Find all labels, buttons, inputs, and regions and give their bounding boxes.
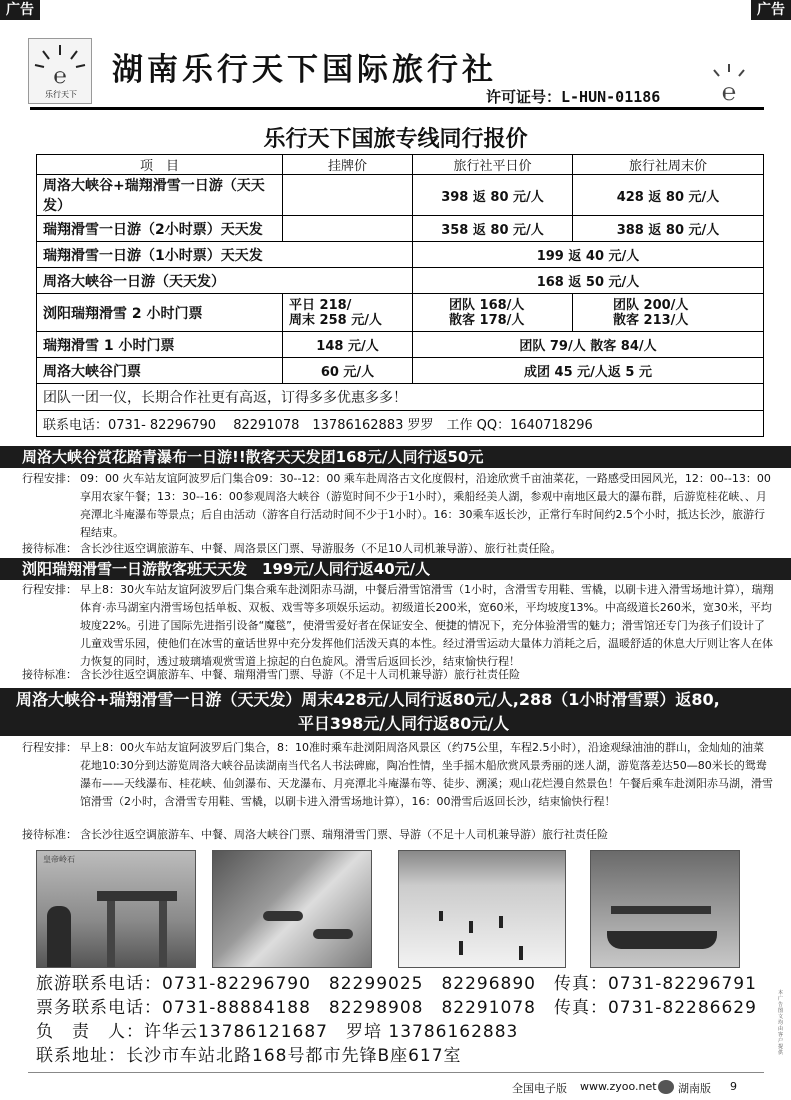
table-note-row [37,384,764,411]
itinerary-label: 行程安排： [22,583,77,596]
tour-3-standard [22,826,774,844]
globe-icon [658,1080,674,1094]
tour-3-title: 周洛大峡谷+瑞翔滑雪一日游（天天发）周末428元/人同行返80元/人,288（1小时滑雪票）返80, [16,690,720,709]
row-list-price [283,175,413,216]
table-header-row [37,155,764,175]
address: 联系地址：长沙市车站北路168号都市先锋B座617室 [36,1046,462,1066]
itinerary-text: 09：00 火车站友谊阿波罗后门集合09：30--12：00 乘车赴周洛古文化度假村，沿途欣赏千亩油菜花，一路感受田园风光，12：00--13：00享用农家午餐；13：30--16：00参观周洛大峡谷（游览时间不少于1小时），乘船经美人湖，参观中南地区最大的瀑布群，后游览桂花峡、、月亮潭北斗庵瀑布等景点；后自由活动（游客自行活动时间不少于1小时）。16：30乘车返长沙，正常行车时间约2.5个小时，抵达长沙，旅游行程结束。 [80,472,771,539]
footer-divider [28,1072,764,1073]
itinerary-label: 行程安排： [22,472,77,485]
row-weekday-price: 358 返 80 元/人 [413,216,573,242]
table-contact: 联系电话：0731- 82296790 82291078 13786162883 罗罗 工作 QQ：1640718296 [37,411,764,437]
row-price: 168 返 50 元/人 [413,268,764,294]
row-weekend-price: 388 返 80 元/人 [573,216,764,242]
price-table [36,154,764,437]
row-weekend-price: 团队 200/人 散客 213/人 [573,294,764,332]
itinerary-label: 行程安排： [22,741,77,754]
standard-label: 接待标准： [22,828,77,841]
site-link[interactable]: www.zyoo.net [580,1080,657,1093]
sun-logo-small-icon [700,62,758,108]
tour-2-title: 浏阳瑞翔滑雪一日游散客班天天发 199元/人同行返40元/人 [0,558,791,580]
row-weekday-price: 团队 168/人 散客 178/人 [413,294,573,332]
tour-3-title-bar [0,688,791,736]
row-item: 瑞翔滑雪一日游（2小时票）天天发 [37,216,283,242]
photo-river-rafting [212,850,372,968]
row-weekend-price: 428 返 80 元/人 [573,175,764,216]
table-row [37,268,764,294]
row-list-price: 60 元/人 [283,358,413,384]
ad-credit: 本广告图文均由客户提供 [778,990,784,1056]
table-note: 团队一团一仪，长期合作社更有高返，订得多多优惠多多！ [37,384,764,411]
edition-label: 全国电子版 [512,1082,567,1095]
photo-ski-slope [398,850,566,968]
page-number: 9 [730,1080,737,1093]
price-list-title: 乐行天下国旅专线同行报价 [263,127,528,152]
header-weekend-price: 旅行社周末价 [573,155,764,175]
itinerary-text: 早上8：00火车站友谊阿波罗后门集合，8：10准时乘车赴浏阳周洛风景区（约75公里，车程2.5小时），沿途观绿油油的群山，金灿灿的油菜花地10:30分到达游览周洛大峡谷品读湖南当代名人书法碑廊，陶冶性情，坐手摇木船欣赏风景秀丽的迷人湖，游览落差达50—80米长的鸳鸯瀑布——天线瀑布、桂花峡、仙剑瀑布、天龙瀑布、月亮潭北斗庵瀑布等、徒步、溯溪；观山花烂漫自然景色！午餐后乘车赴浏阳赤马湖，滑雪馆滑雪（2小时，含滑雪专用鞋、雪橇，以刷卡进入滑雪场地计算），16：00滑雪后返回长沙，结束愉快行程！ [80,741,773,808]
tour-phone: 旅游联系电话：0731-82296790 82299025 82296890 传真：0731-82296791 [36,974,757,994]
row-list-price [283,216,413,242]
logo-text: 乐行天下 [45,90,77,99]
row-item: 瑞翔滑雪 1 小时门票 [37,332,283,358]
manager-contact: 负 责 人：许华云13786121687 罗培 13786162883 [36,1022,519,1042]
tour-3-title-line2: 平日398元/人同行返80元/人 [297,714,510,733]
photo-stone-gate [36,850,196,968]
photo-wooden-boat [590,850,740,968]
row-list-price: 148 元/人 [283,332,413,358]
row-item: 浏阳瑞翔滑雪 2 小时门票 [37,294,283,332]
company-logo [28,38,92,104]
header-list-price: 挂牌价 [283,155,413,175]
statue [47,906,71,968]
tour-2-standard [22,666,774,684]
row-price: 199 返 40 元/人 [413,242,764,268]
company-name: 湖南乐行天下国际旅行社 [112,52,497,88]
standard-label: 接待标准： [22,668,77,681]
row-item: 周洛大峡谷门票 [37,358,283,384]
header-item: 项 目 [37,155,283,175]
table-row [37,242,764,268]
table-contact-row [37,411,764,437]
table-row [37,294,764,332]
tour-1-itinerary [22,470,774,542]
svg-text:℮: ℮ [721,78,737,106]
row-price: 团队 79/人 散客 84/人 [413,332,764,358]
tour-1-standard [22,540,774,558]
row-item: 瑞翔滑雪一日游（1小时票）天天发 [37,242,413,268]
region-label: 湖南版 [678,1082,711,1095]
row-price: 成团 45 元/人返 5 元 [413,358,764,384]
table-row [37,358,764,384]
ticket-phone: 票务联系电话：0731-88884188 82298908 82291078 传真：0731-82286629 [36,998,757,1018]
row-item: 周洛大峡谷+瑞翔滑雪一日游（天天发） [37,175,283,216]
table-row [37,332,764,358]
photo-caption: 皇帝岭石 [43,855,75,864]
standard-text: 含长沙往返空调旅游车、中餐、周洛景区门票、导游服务（不足10人司机兼导游）、旅行社责任险。 [80,542,562,555]
tour-2-itinerary [22,581,774,671]
table-row [37,216,764,242]
row-list-price: 平日 218/ 周末 258 元/人 [283,294,413,332]
svg-text:℮: ℮ [53,63,67,89]
header-weekday-price: 旅行社平日价 [413,155,573,175]
license-number: 许可证号：L-HUN-01186 [486,88,661,106]
tour-3-itinerary [22,739,774,811]
standard-text: 含长沙往返空调旅游车、中餐、瑞翔滑雪门票、导游（不足十人司机兼导游）旅行社责任险 [80,668,520,681]
table-row [37,175,764,216]
row-item: 周洛大峡谷一日游（天天发） [37,268,413,294]
standard-label: 接待标准： [22,542,77,555]
ad-label-right: 广告 [751,0,791,20]
itinerary-text: 早上8：30火车站友谊阿波罗后门集合乘车赴浏阳赤马湖，中餐后滑雪馆滑雪（1小时，含滑雪专用鞋、雪橇，以刷卡进入滑雪场地计算），瑞翔体育·赤马湖室内滑雪场包括单板、双板、戏雪等多项娱乐运动。初级道长200米，宽60米，平均坡度13%。中高级道长260米，宽30米，平均坡度22%。引进了国际先进指引设备“魔毯”，使滑雪爱好者在保证安全、便捷的情况下，充分体验滑雪的魅力；滑雪馆还专门为孩子们设计了儿童戏雪乐园，使他们在冰雪的童话世界中充分发挥他们活泼天真的本性。经过滑雪运动大量体力消耗之后，温暖舒适的休息大厅则让客人在体力恢复的同时，透过玻璃墙观赏雪道上掠起的白色旋风。滑雪后返回长沙，结束愉快行程！ [80,583,774,668]
standard-text: 含长沙往返空调旅游车、中餐、周洛大峡谷门票、瑞翔滑雪门票、导游（不足十人司机兼导游）旅行社责任险 [80,828,608,841]
row-weekday-price: 398 返 80 元/人 [413,175,573,216]
ad-label-left: 广告 [0,0,40,20]
tour-1-title: 周洛大峡谷赏花踏青瀑布一日游!!散客天天发团168元/人同行返50元 [0,446,791,468]
